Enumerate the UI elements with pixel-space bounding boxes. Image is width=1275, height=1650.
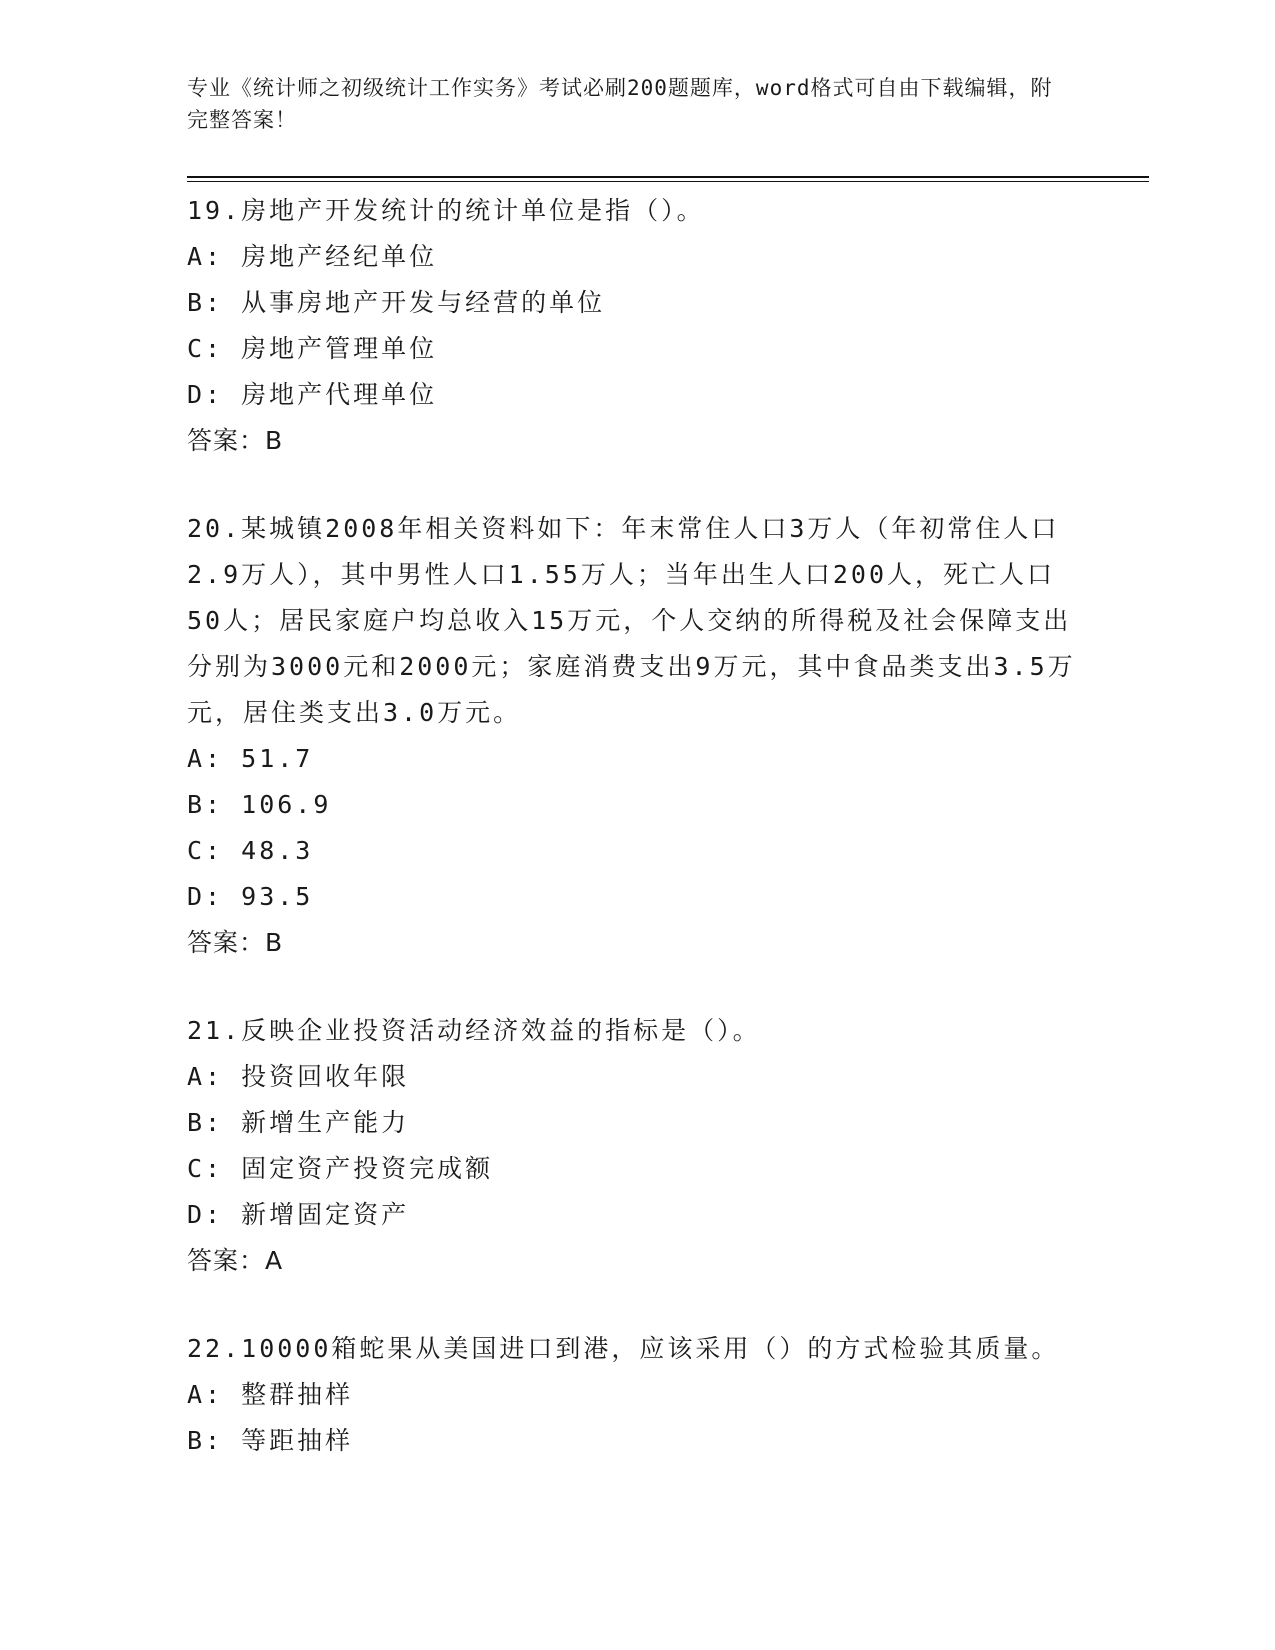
answer-label: 答案：B [187,928,284,957]
option-b: B: 等距抽样 [187,1426,354,1455]
question-text: 20.某城镇2008年相关资料如下：年末常住人口3万人（年初常住人口2.9万人），其中男性人口1.55万人；当年出生人口200人，死亡人口50人；居民家庭户均总收入15万元，个人交纳的所得税及社会保障支出分别为3000元和2000元；家庭消费支出9万元，其中食品类支出3.5万元，居住类支出3.0万元。 [187,514,1076,727]
option-a: A: 投资回收年限 [187,1062,410,1091]
question-22 [187,1326,1087,1464]
option-b: B: 106.9 [187,790,332,819]
option-a: A: 51.7 [187,744,314,773]
question-text: 21.反映企业投资活动经济效益的指标是（）。 [187,1016,761,1045]
option-b: B: 从事房地产开发与经营的单位 [187,288,606,317]
option-d: D: 新增固定资产 [187,1200,410,1229]
option-c: C: 固定资产投资完成额 [187,1154,494,1183]
question-list [187,188,1087,1506]
option-d: D: 房地产代理单位 [187,380,438,409]
header-divider-thin [187,181,1149,182]
option-c: C: 房地产管理单位 [187,334,438,363]
question-20 [187,506,1087,966]
question-text: 19.房地产开发统计的统计单位是指（）。 [187,196,705,225]
option-b: B: 新增生产能力 [187,1108,410,1137]
option-d: D: 93.5 [187,882,314,911]
answer-label: 答案：A [187,1246,284,1275]
question-19 [187,188,1087,464]
option-a: A: 房地产经纪单位 [187,242,438,271]
option-c: C: 48.3 [187,836,314,865]
document-header: 专业《统计师之初级统计工作实务》考试必刷200题题库，word格式可自由下载编辑，附完整答案！ [187,76,1053,132]
option-a: A: 整群抽样 [187,1380,354,1409]
header-divider [187,176,1149,178]
answer-label: 答案：B [187,426,284,455]
question-text: 22.10000箱蛇果从美国进口到港，应该采用（）的方式检验其质量。 [187,1334,1060,1363]
question-21 [187,1008,1087,1284]
